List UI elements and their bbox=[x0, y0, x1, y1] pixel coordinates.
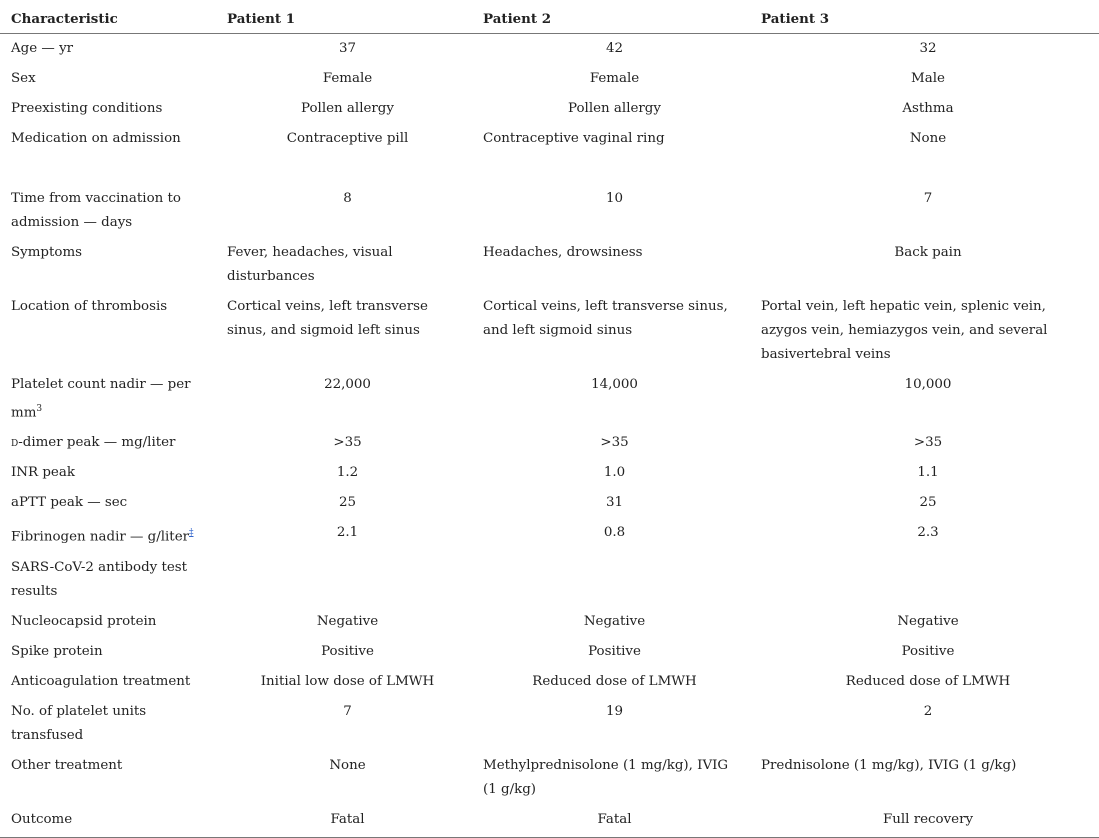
cell-patient-2: >35 bbox=[600, 435, 629, 451]
cell-patient-2: 0.8 bbox=[603, 525, 626, 541]
cell-patient-3: 2.3 bbox=[917, 525, 939, 541]
cell-patient-1: None bbox=[329, 757, 366, 773]
cell-patient-3: None bbox=[909, 131, 947, 146]
fibrinogen-label-text: Fibrinogen nadir — g/liter bbox=[11, 529, 190, 545]
cell-patient-3: Positive bbox=[901, 643, 955, 659]
row-label: Nucleocapsid protein bbox=[11, 613, 157, 629]
cell-patient-3: Portal vein, left hepatic vein, splenic vein, azygos vein, hemiazygos vein, and several basivertebral veins bbox=[761, 299, 1048, 362]
row-label: Anticoagulation treatment bbox=[11, 673, 191, 689]
table-row bbox=[0, 607, 1099, 637]
cell-patient-3: 7 bbox=[923, 191, 933, 206]
header-characteristic: Characteristic bbox=[0, 0, 216, 34]
superscript-exponent: 3 bbox=[36, 404, 43, 414]
cell-patient-3: >35 bbox=[913, 435, 943, 451]
table-row bbox=[0, 637, 1099, 667]
cell-patient-3: 2 bbox=[923, 703, 933, 719]
cell-patient-2: 14,000 bbox=[591, 377, 638, 392]
table-row bbox=[0, 553, 1099, 607]
cell-patient-2: Contraceptive vaginal ring bbox=[483, 131, 665, 146]
cell-patient-3: Negative bbox=[897, 613, 959, 629]
header-row bbox=[0, 0, 1099, 34]
cell-patient-1: 7 bbox=[343, 703, 352, 719]
cell-patient-1: Negative bbox=[316, 613, 379, 629]
cell-patient-3: 1.1 bbox=[917, 465, 939, 481]
cell-patient-1: Cortical veins, left transverse sinus, and sigmoid left sinus bbox=[227, 299, 428, 338]
d-prefix: d bbox=[11, 435, 19, 451]
cell-patient-1: Positive bbox=[321, 643, 374, 659]
ddimer-label-text: -dimer peak — mg/liter bbox=[18, 435, 176, 451]
cell-patient-2: Female bbox=[589, 71, 640, 86]
cell-patient-2: Methylprednisolone (1 mg/kg), IVIG (1 g/kg) bbox=[483, 757, 729, 797]
cell-patient-3: 25 bbox=[919, 495, 937, 511]
header-patient-3: Patient 3 bbox=[750, 0, 1099, 34]
cell-patient-1: 25 bbox=[338, 495, 357, 511]
footnote-link[interactable]: ‡ bbox=[189, 528, 194, 539]
cell-patient-1: 8 bbox=[343, 191, 352, 206]
cell-patient-2: Fatal bbox=[472, 805, 750, 838]
cell-patient-2: Reduced dose of LMWH bbox=[532, 673, 697, 689]
header-patient-1: Patient 1 bbox=[216, 0, 472, 34]
table-row bbox=[0, 64, 1099, 94]
cell-patient-1: Initial low dose of LMWH bbox=[260, 673, 435, 689]
cell-patient-2: 1.0 bbox=[603, 465, 626, 481]
cell-patient-1: Female bbox=[322, 71, 373, 86]
row-label: Time from vaccination to admission — days bbox=[11, 191, 181, 230]
row-label: Outcome bbox=[0, 805, 216, 838]
row-label bbox=[0, 428, 216, 458]
cell-patient-2: 10 bbox=[605, 191, 624, 206]
cell-patient-1: Fever, headaches, visual disturbances bbox=[227, 245, 393, 284]
cell-patient-2 bbox=[472, 553, 750, 607]
cell-patient-1: 37 bbox=[338, 41, 357, 56]
cell-patient-3: Asthma bbox=[902, 101, 954, 116]
row-label bbox=[0, 370, 216, 428]
row-label: Symptoms bbox=[11, 245, 83, 260]
spacer-row bbox=[0, 154, 1099, 184]
row-label: INR peak bbox=[11, 465, 75, 481]
row-label: Age — yr bbox=[11, 41, 74, 56]
table-row bbox=[0, 518, 1099, 552]
cell-patient-2: Positive bbox=[588, 643, 641, 659]
row-label: Location of thrombosis bbox=[11, 299, 168, 314]
table-row bbox=[0, 184, 1099, 238]
row-label: SARS-CoV-2 antibody test results bbox=[11, 559, 188, 599]
cell-patient-1: 22,000 bbox=[324, 377, 371, 392]
table-row bbox=[0, 94, 1099, 124]
row-label: No. of platelet units transfused bbox=[11, 703, 147, 743]
cell-patient-3 bbox=[750, 553, 1099, 607]
cell-patient-3: Full recovery bbox=[750, 805, 1099, 838]
table-row bbox=[0, 667, 1099, 697]
cell-patient-2: Negative bbox=[583, 613, 646, 629]
row-label: Preexisting conditions bbox=[11, 101, 163, 116]
table-row bbox=[0, 458, 1099, 488]
cell-patient-3: Male bbox=[911, 71, 945, 86]
table-row bbox=[0, 805, 1099, 838]
row-label: aPTT peak — sec bbox=[11, 495, 128, 511]
cell-patient-2: Headaches, drowsiness bbox=[483, 245, 643, 260]
cell-patient-1: 1.2 bbox=[336, 465, 359, 481]
platelet-label-text: Platelet count nadir — per mm bbox=[11, 377, 191, 421]
cell-patient-3: 10,000 bbox=[904, 377, 952, 392]
row-label: Other treatment bbox=[11, 757, 123, 773]
cell-patient-1: 2.1 bbox=[336, 525, 359, 541]
cell-patient-3: Back pain bbox=[894, 245, 962, 260]
table-row bbox=[0, 34, 1099, 65]
cell-patient-2: 19 bbox=[605, 703, 624, 719]
table-row bbox=[0, 428, 1099, 458]
table-row bbox=[0, 751, 1099, 805]
row-label: Medication on admission bbox=[11, 131, 181, 146]
cell-patient-2: Cortical veins, left transverse sinus, and left sigmoid sinus bbox=[483, 299, 728, 338]
cell-patient-3: Prednisolone (1 mg/kg), IVIG (1 g/kg) bbox=[761, 757, 1017, 773]
row-label: Sex bbox=[11, 71, 36, 86]
header-patient-2: Patient 2 bbox=[472, 0, 750, 34]
cell-patient-1: Contraceptive pill bbox=[286, 131, 409, 146]
table-row bbox=[0, 488, 1099, 518]
cell-patient-3: Reduced dose of LMWH bbox=[845, 673, 1011, 689]
cell-patient-3: 32 bbox=[919, 41, 937, 56]
table-row bbox=[0, 292, 1099, 370]
cell-patient-1 bbox=[216, 553, 472, 607]
row-label: Spike protein bbox=[11, 643, 103, 659]
cell-patient-1: Fatal bbox=[216, 805, 472, 838]
cell-patient-2: Pollen allergy bbox=[568, 101, 661, 116]
table-row bbox=[0, 124, 1099, 154]
cell-patient-2: 42 bbox=[605, 41, 624, 56]
cell-patient-2: 31 bbox=[605, 495, 624, 511]
cell-patient-1: >35 bbox=[333, 435, 362, 451]
table-row bbox=[0, 697, 1099, 751]
table-row bbox=[0, 238, 1099, 292]
table-row bbox=[0, 370, 1099, 428]
row-label bbox=[0, 518, 216, 552]
cell-patient-1: Pollen allergy bbox=[301, 101, 394, 116]
